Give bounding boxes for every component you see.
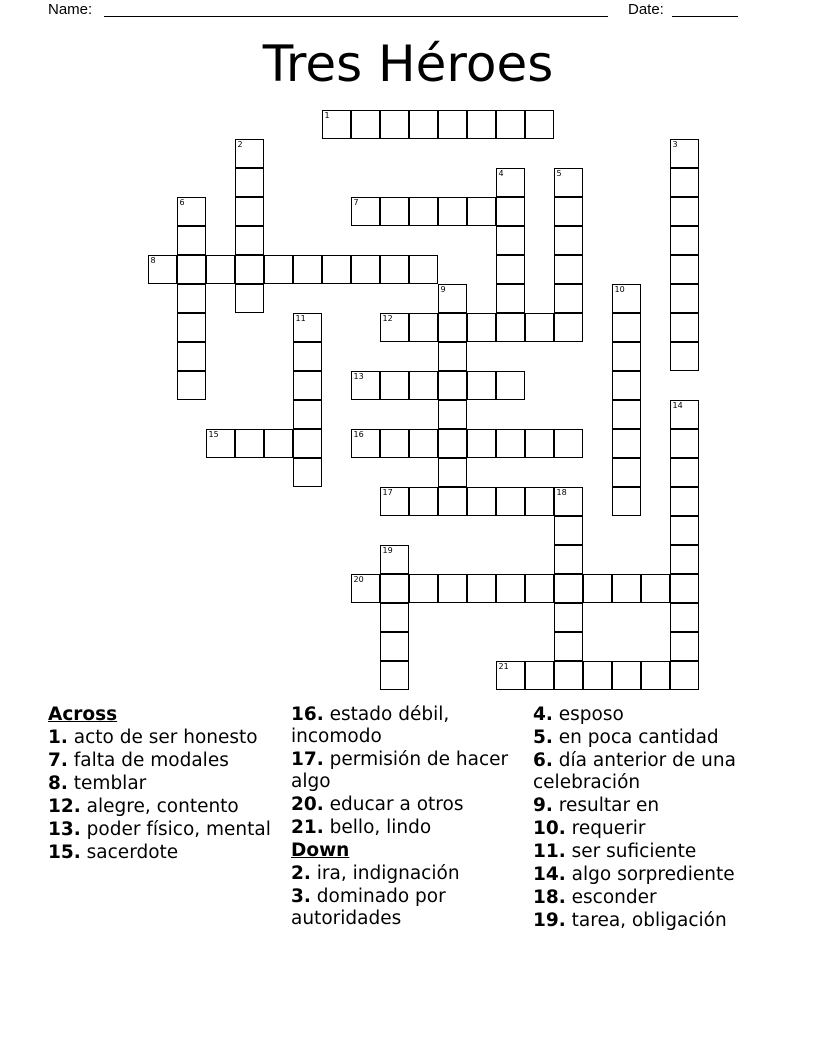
grid-cell[interactable] [554,545,583,574]
grid-cell[interactable] [235,284,264,313]
clue-number: 3 [672,140,678,149]
grid-cell[interactable] [235,197,264,226]
grid-cell[interactable] [583,661,612,690]
grid-cell[interactable] [206,429,235,458]
grid-cell[interactable] [554,487,583,516]
grid-cell[interactable] [264,429,293,458]
grid-cell[interactable] [380,603,409,632]
grid-cell[interactable] [351,371,380,400]
grid-cell[interactable] [438,487,467,516]
grid-cell[interactable] [612,342,641,371]
clue-column-2 [291,703,527,930]
grid-cell[interactable] [380,197,409,226]
grid-cell[interactable] [177,342,206,371]
grid-cell[interactable] [235,429,264,458]
clue-number: 1 [324,111,330,120]
grid-cell[interactable] [293,313,322,342]
grid-cell[interactable] [670,226,699,255]
grid-cell[interactable] [496,110,525,139]
grid-cell[interactable] [496,284,525,313]
grid-cell[interactable] [670,255,699,284]
clue-across-21: 21. bello, lindo [291,817,432,838]
grid-cell[interactable] [235,139,264,168]
grid-cell[interactable] [670,574,699,603]
grid-cell[interactable] [467,371,496,400]
grid-cell[interactable] [612,487,641,516]
grid-cell[interactable] [554,168,583,197]
grid-cell[interactable] [206,255,235,284]
grid-cell[interactable] [409,313,438,342]
grid-cell[interactable] [293,255,322,284]
grid-cell[interactable] [670,632,699,661]
grid-cell[interactable] [670,458,699,487]
grid-cell[interactable] [438,197,467,226]
grid-cell[interactable] [438,458,467,487]
grid-cell[interactable] [554,603,583,632]
date-label: Date: [628,1,664,18]
grid-cell[interactable] [380,487,409,516]
grid-cell[interactable] [409,429,438,458]
grid-cell[interactable] [496,168,525,197]
grid-cell[interactable] [554,632,583,661]
grid-cell[interactable] [641,574,670,603]
clue-number: 10 [614,285,625,294]
grid-cell[interactable] [467,574,496,603]
grid-cell[interactable] [380,574,409,603]
clue-down-6: 6. día anterior de una celebración [533,750,736,793]
across-heading: Across [48,704,118,725]
clue-number: 4 [498,169,504,178]
clue-across-12: 12. alegre, contento [48,796,239,817]
grid-cell[interactable] [554,574,583,603]
clue-across-16: 16. estado débil, incomodo [291,704,450,747]
clue-number: 21 [498,662,509,671]
grid-cell[interactable] [641,661,670,690]
clue-across-13: 13. poder físico, mental [48,819,271,840]
grid-cell[interactable] [525,661,554,690]
grid-cell[interactable] [351,197,380,226]
grid-cell[interactable] [496,371,525,400]
clue-down-5: 5. en poca cantidad [533,727,719,748]
grid-cell[interactable] [380,545,409,574]
clue-number: 12 [382,314,393,323]
grid-cell[interactable] [554,516,583,545]
grid-cell[interactable] [554,255,583,284]
grid-cell[interactable] [148,255,177,284]
grid-cell[interactable] [409,574,438,603]
clue-number: 8 [150,256,156,265]
grid-cell[interactable] [380,313,409,342]
clue-number: 20 [353,575,364,584]
clue-down-18: 18. esconder [533,887,657,908]
clue-number: 16 [353,430,364,439]
grid-cell[interactable] [670,284,699,313]
grid-cell[interactable] [612,284,641,313]
grid-cell[interactable] [380,429,409,458]
clue-number: 17 [382,488,393,497]
clue-number: 2 [237,140,243,149]
grid-cell[interactable] [177,197,206,226]
grid-cell[interactable] [438,313,467,342]
grid-cell[interactable] [670,197,699,226]
clue-column-3 [533,703,783,932]
grid-cell[interactable] [409,110,438,139]
grid-cell[interactable] [235,168,264,197]
down-heading: Down [291,840,350,861]
grid-cell[interactable] [351,574,380,603]
grid-cell[interactable] [670,400,699,429]
grid-cell[interactable] [670,545,699,574]
grid-cell[interactable] [554,284,583,313]
grid-cell[interactable] [467,313,496,342]
grid-cell[interactable] [496,313,525,342]
grid-cell[interactable] [438,574,467,603]
grid-cell[interactable] [496,487,525,516]
grid-cell[interactable] [670,139,699,168]
clue-down-19: 19. tarea, obligación [533,910,727,931]
grid-cell[interactable] [670,661,699,690]
clue-down-2: 2. ira, indignación [291,863,460,884]
grid-cell[interactable] [293,371,322,400]
clue-down-14: 14. algo sorprediente [533,864,735,885]
grid-cell[interactable] [496,255,525,284]
grid-cell[interactable] [322,255,351,284]
grid-cell[interactable] [525,574,554,603]
grid-cell[interactable] [496,226,525,255]
grid-cell[interactable] [496,574,525,603]
grid-cell[interactable] [612,371,641,400]
grid-cell[interactable] [438,284,467,313]
grid-cell[interactable] [496,661,525,690]
clue-across-15: 15. sacerdote [48,842,179,863]
clue-number: 14 [672,401,683,410]
grid-cell[interactable] [438,110,467,139]
clue-across-8: 8. temblar [48,773,147,794]
grid-cell[interactable] [554,226,583,255]
grid-cell[interactable] [438,429,467,458]
clue-number: 7 [353,198,359,207]
grid-cell[interactable] [670,168,699,197]
clue-number: 5 [556,169,562,178]
grid-cell[interactable] [438,371,467,400]
grid-cell[interactable] [670,603,699,632]
grid-cell[interactable] [612,661,641,690]
grid-cell[interactable] [177,255,206,284]
grid-cell[interactable] [670,487,699,516]
grid-cell[interactable] [293,342,322,371]
grid-cell[interactable] [293,429,322,458]
clue-number: 13 [353,372,364,381]
grid-cell[interactable] [612,458,641,487]
grid-cell[interactable] [612,313,641,342]
grid-cell[interactable] [177,313,206,342]
grid-cell[interactable] [235,255,264,284]
clue-across-17: 17. permisión de hacer algo [291,749,509,792]
grid-cell[interactable] [409,255,438,284]
clue-number: 19 [382,546,393,555]
clue-number: 11 [295,314,306,323]
grid-cell[interactable] [409,197,438,226]
grid-cell[interactable] [670,516,699,545]
grid-cell[interactable] [264,255,293,284]
grid-cell[interactable] [293,400,322,429]
grid-cell[interactable] [438,342,467,371]
grid-cell[interactable] [496,197,525,226]
clue-number: 6 [179,198,185,207]
grid-cell[interactable] [380,661,409,690]
grid-cell[interactable] [438,400,467,429]
grid-cell[interactable] [554,429,583,458]
clue-across-1: 1. acto de ser honesto [48,727,258,748]
grid-cell[interactable] [554,661,583,690]
clue-down-9: 9. resultar en [533,795,660,816]
grid-cell[interactable] [322,110,351,139]
grid-cell[interactable] [583,574,612,603]
grid-cell[interactable] [177,284,206,313]
clue-number: 18 [556,488,567,497]
grid-cell[interactable] [351,429,380,458]
clue-number: 15 [208,430,219,439]
grid-cell[interactable] [467,487,496,516]
clue-down-4: 4. esposo [533,704,624,725]
page-title: Tres Héroes [262,35,554,93]
grid-cell[interactable] [293,458,322,487]
clue-across-7: 7. falta de modales [48,750,229,771]
grid-cell[interactable] [380,110,409,139]
grid-cell[interactable] [612,429,641,458]
grid-cell[interactable] [525,429,554,458]
grid-cell[interactable] [554,313,583,342]
clue-number: 9 [440,285,446,294]
clue-down-10: 10. requerir [533,818,646,839]
grid-cell[interactable] [554,197,583,226]
grid-cell[interactable] [612,400,641,429]
grid-cell[interactable] [525,110,554,139]
clue-across-20: 20. educar a otros [291,794,464,815]
grid-cell[interactable] [351,110,380,139]
grid-cell[interactable] [467,429,496,458]
grid-cell[interactable] [380,255,409,284]
grid-cell[interactable] [409,371,438,400]
grid-cell[interactable] [496,429,525,458]
grid-cell[interactable] [380,371,409,400]
grid-cell[interactable] [612,574,641,603]
grid-cell[interactable] [351,255,380,284]
grid-cell[interactable] [177,226,206,255]
clue-column-1 [48,703,284,864]
grid-cell[interactable] [467,197,496,226]
grid-cell[interactable] [409,487,438,516]
grid-cell[interactable] [670,429,699,458]
name-label: Name: [48,1,93,18]
grid-cell[interactable] [670,313,699,342]
grid-cell[interactable] [525,313,554,342]
grid-cell[interactable] [670,342,699,371]
clue-down-11: 11. ser suficiente [533,841,697,862]
grid-cell[interactable] [525,487,554,516]
grid-cell[interactable] [380,632,409,661]
grid-cell[interactable] [177,371,206,400]
clue-down-3: 3. dominado por autoridades [291,886,446,929]
grid-cell[interactable] [467,110,496,139]
grid-cell[interactable] [235,226,264,255]
